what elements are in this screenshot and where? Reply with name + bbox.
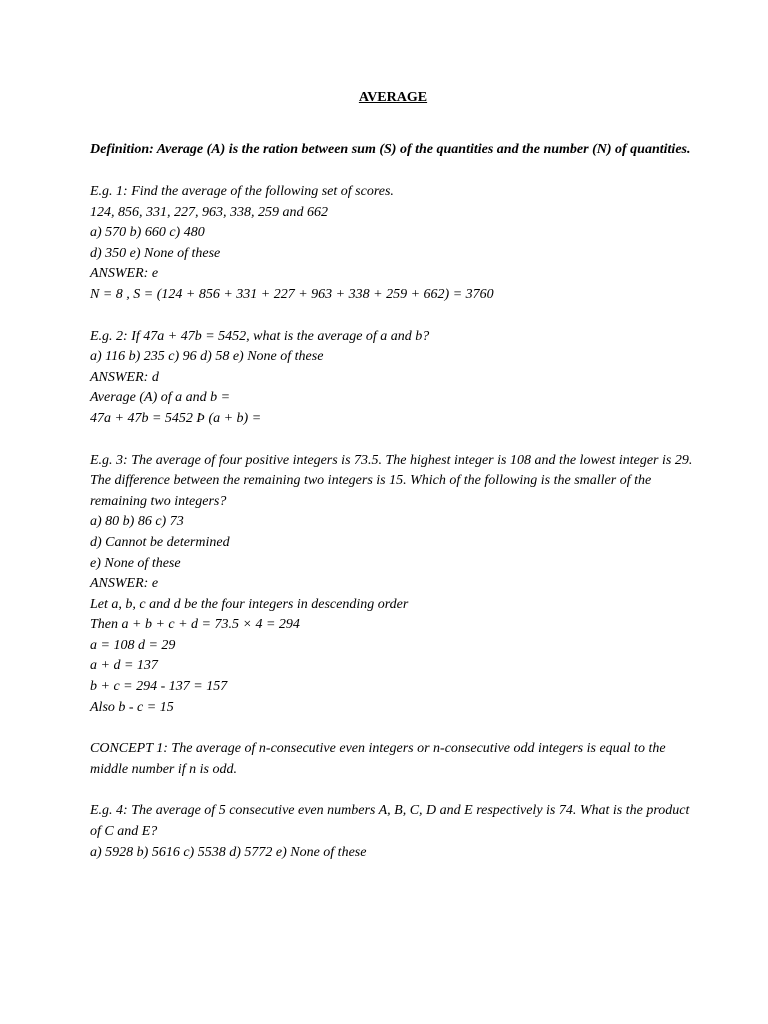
- spacer: [90, 430, 700, 451]
- example-answer: ANSWER: e: [90, 576, 159, 592]
- example-1: [90, 182, 700, 306]
- example-options: a) 80 b) 86 c) 73: [90, 514, 184, 530]
- example-options: a) 5928 b) 5616 c) 5538 d) 5772 e) None of these: [90, 844, 367, 860]
- example-question: E.g. 4: The average of 5 consecutive even numbers A, B, C, D and E respectively is 74. What is the product of C and E?: [90, 803, 690, 840]
- spacer: [90, 161, 700, 182]
- spacer: [90, 780, 700, 801]
- example-working: Average (A) of a and b =: [90, 390, 231, 406]
- example-3: [90, 451, 700, 719]
- definition-text: Definition: Average (A) is the ration between sum (S) of the quantities and the number (N) of quantities.: [90, 142, 691, 157]
- document-body: [90, 139, 700, 863]
- example-working: Then a + b + c + d = 73.5 × 4 = 294: [90, 617, 300, 633]
- example-options: e) None of these: [90, 555, 181, 571]
- example-answer: ANSWER: d: [90, 369, 159, 385]
- example-working: Also b - c = 15: [90, 699, 174, 715]
- example-working: Let a, b, c and d be the four integers in descending order: [90, 596, 409, 612]
- example-working: 47a + 47b = 5452 Þ (a + b) =: [90, 410, 262, 426]
- example-answer: ANSWER: e: [90, 266, 159, 282]
- spacer: [90, 306, 700, 327]
- example-scores: 124, 856, 331, 227, 963, 338, 259 and 662: [90, 204, 328, 220]
- example-question: E.g. 2: If 47a + 47b = 5452, what is the average of a and b?: [90, 328, 430, 344]
- example-working: a = 108 d = 29: [90, 637, 176, 653]
- example-options: a) 116 b) 235 c) 96 d) 58 e) None of these: [90, 349, 324, 365]
- example-working: N = 8 , S = (124 + 856 + 331 + 227 + 963 + 338 + 259 + 662) = 3760: [90, 286, 494, 302]
- example-4: [90, 801, 700, 863]
- example-2: [90, 327, 700, 430]
- spacer: [90, 718, 700, 739]
- example-working: b + c = 294 - 137 = 157: [90, 679, 228, 695]
- example-options: d) 350 e) None of these: [90, 245, 221, 261]
- concept-text: CONCEPT 1: The average of n-consecutive even integers or n-consecutive odd integers is equal to the middle number if n is odd.: [90, 741, 666, 777]
- example-options: a) 570 b) 660 c) 480: [90, 225, 205, 241]
- example-options: d) Cannot be determined: [90, 534, 230, 550]
- example-question: E.g. 1: Find the average of the following set of scores.: [90, 184, 394, 199]
- example-question: E.g. 3: The average of four positive integers is 73.5. The highest integer is 108 and the lowest integer is 29. The difference between the remaining two integers is 15. Which of the following is the smaller of the remaining two integers?: [90, 452, 693, 509]
- page-title: AVERAGE: [358, 90, 428, 105]
- example-working: a + d = 137: [90, 658, 158, 674]
